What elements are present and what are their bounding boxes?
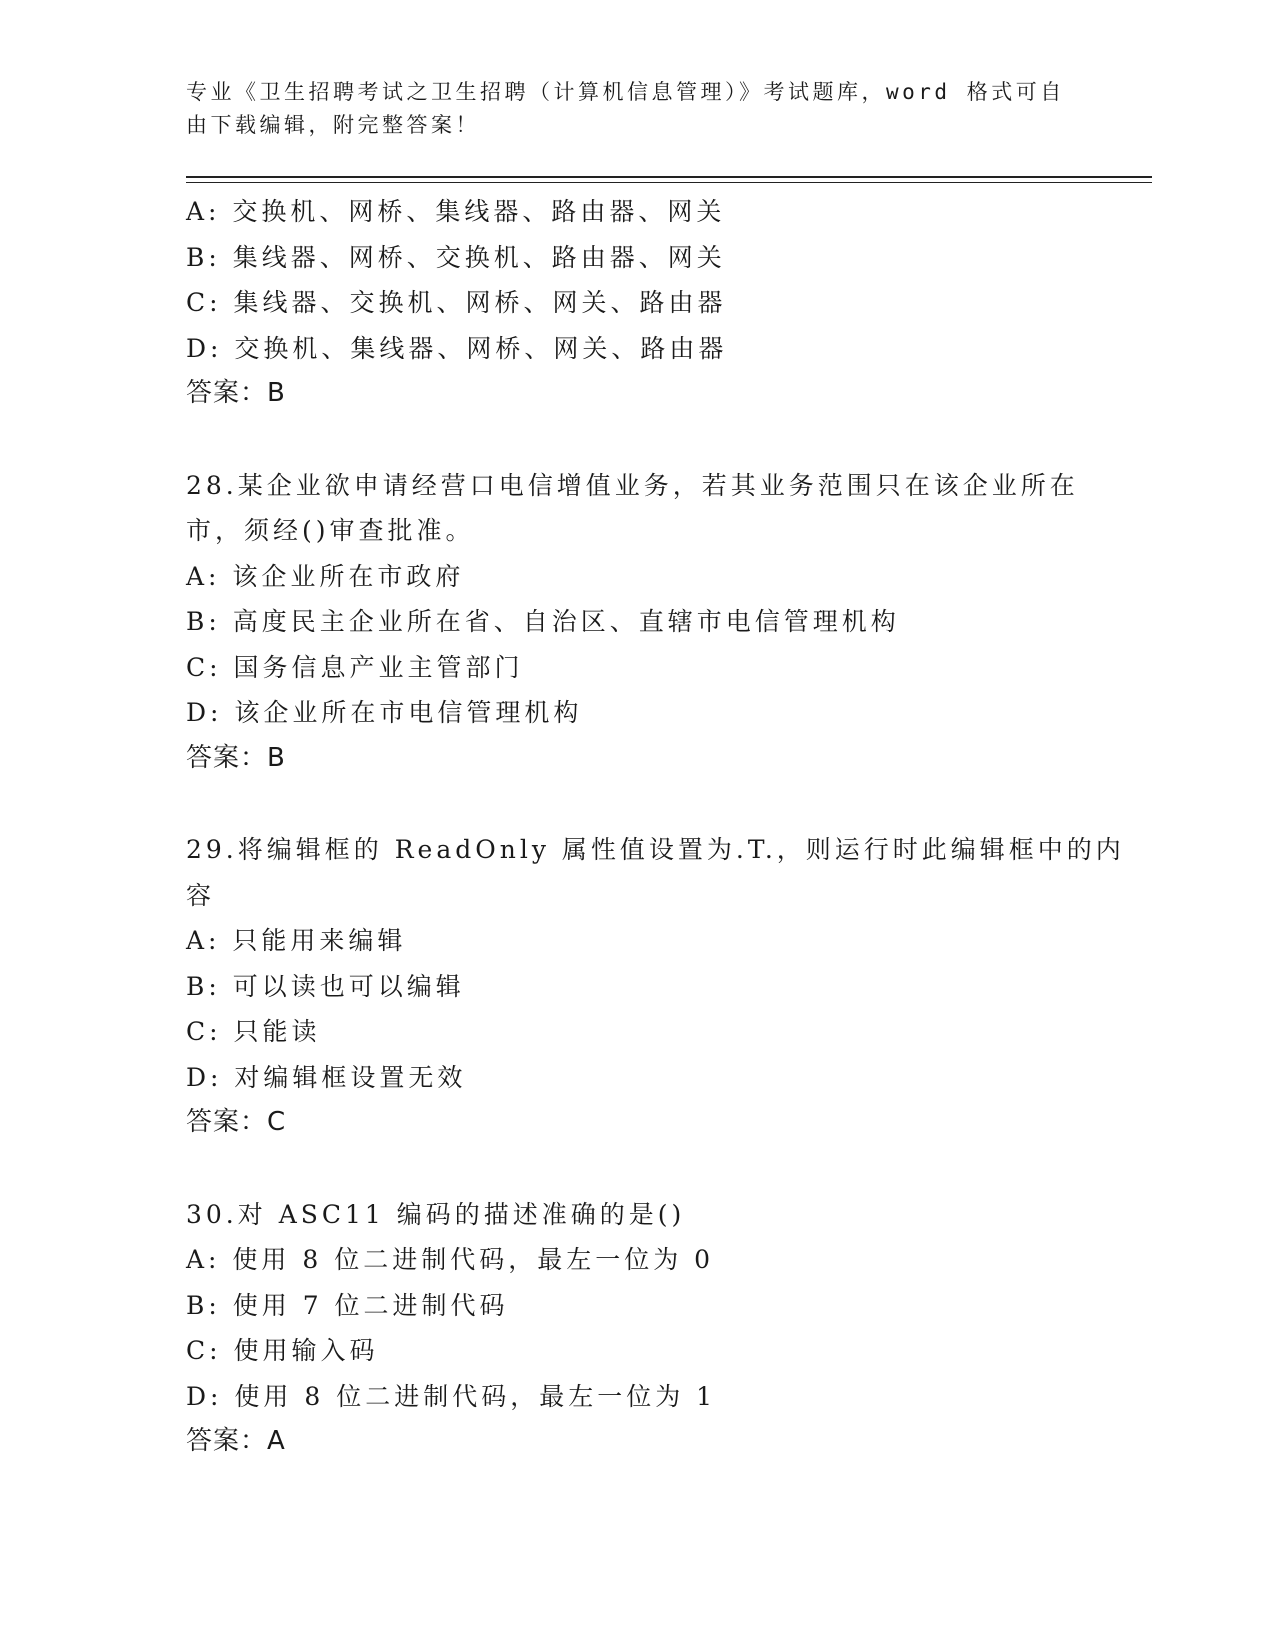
question-stem-line-1: 29.将编辑框的 ReadOnly 属性值设置为.T.，则运行时此编辑框中的内 <box>186 835 1125 864</box>
spacer <box>186 781 1086 827</box>
question-stem-line-1: 30.对 ASC11 编码的描述准确的是() <box>186 1199 686 1229</box>
answer-label: 答案：C <box>186 1107 287 1137</box>
option-b: B: 集线器、网桥、交换机、路由器、网关 <box>186 242 726 272</box>
option-c: C: 使用输入码 <box>186 1336 379 1365</box>
question-27-continued <box>186 189 1086 417</box>
option-b: B: 高度民主企业所在省、自治区、直辖市电信管理机构 <box>186 607 900 636</box>
option-d: D: 使用 8 位二进制代码，最左一位为 1 <box>186 1381 717 1411</box>
answer-label: 答案：A <box>186 1426 286 1456</box>
option-b: B: 使用 7 位二进制代码 <box>186 1290 509 1320</box>
option-c: C: 集线器、交换机、网桥、网关、路由器 <box>186 288 727 317</box>
option-a: A: 该企业所在市政府 <box>186 561 465 591</box>
spacer <box>186 1146 1086 1192</box>
option-a: A: 使用 8 位二进制代码，最左一位为 0 <box>186 1245 715 1274</box>
option-d: D: 交换机、集线器、网桥、网关、路由器 <box>186 333 728 363</box>
question-stem-line-2: 容 <box>186 880 216 910</box>
document-header <box>186 76 1066 142</box>
question-29 <box>186 827 1125 1146</box>
header-divider-thin <box>186 182 1152 183</box>
option-c: C: 只能读 <box>186 1017 321 1046</box>
question-30 <box>186 1192 1086 1465</box>
question-28 <box>186 463 1086 782</box>
spacer <box>186 417 1086 463</box>
question-stem-line-2: 市，须经()审查批准。 <box>186 516 475 545</box>
option-a: A: 交换机、网桥、集线器、路由器、网关 <box>186 197 726 226</box>
header-intro-line-1: 专业《卫生招聘考试之卫生招聘（计算机信息管理）》考试题库，word 格式可自 <box>186 80 1065 104</box>
question-list <box>186 189 1125 1465</box>
question-stem-line-1: 28.某企业欲申请经营口电信增值业务，若其业务范围只在该企业所在 <box>186 470 1079 500</box>
option-b: B: 可以读也可以编辑 <box>186 971 465 1001</box>
option-d: D: 该企业所在市电信管理机构 <box>186 698 583 727</box>
header-divider-thick <box>186 176 1152 178</box>
answer-label: 答案：B <box>186 378 286 408</box>
header-intro-line-2: 由下载编辑，附完整答案！ <box>186 113 480 137</box>
option-a: A: 只能用来编辑 <box>186 926 407 955</box>
option-d: D: 对编辑框设置无效 <box>186 1062 467 1092</box>
answer-label: 答案：B <box>186 742 286 773</box>
option-c: C: 国务信息产业主管部门 <box>186 652 524 682</box>
